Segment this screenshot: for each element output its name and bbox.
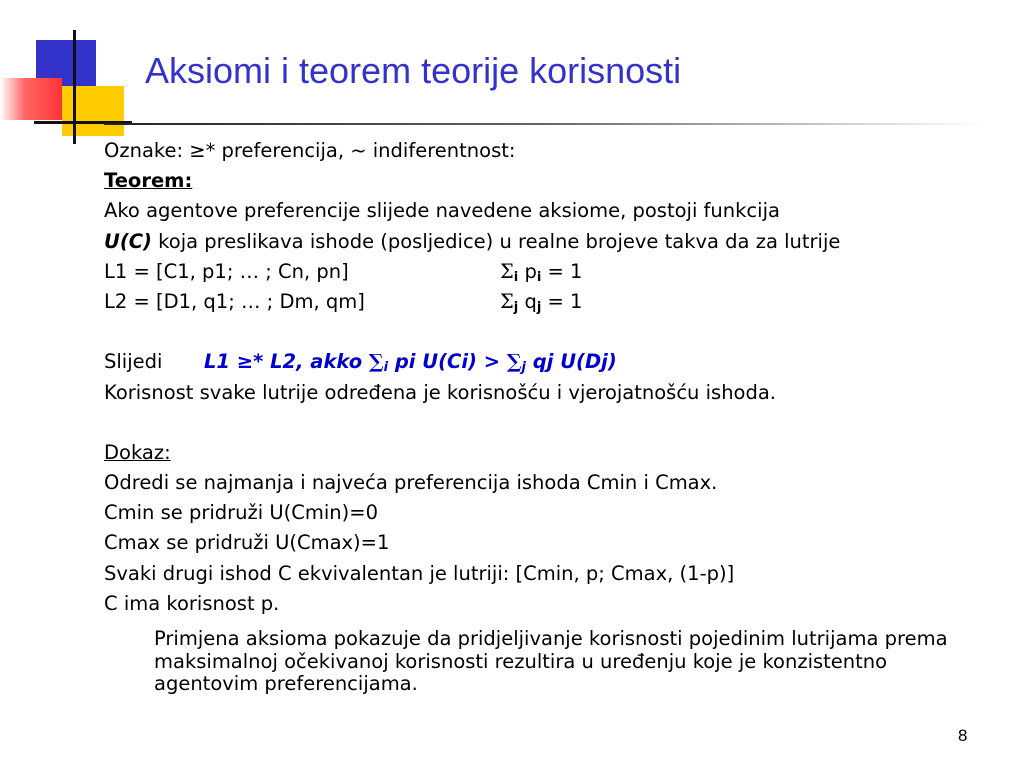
sum-index: j <box>521 360 526 376</box>
notation-line: Oznake: ≥* preferencija, ~ indiferentnost: <box>104 139 516 162</box>
consequence-label: Slijedi <box>104 350 163 374</box>
sum-equals: = 1 <box>541 289 583 313</box>
sum-term: q <box>518 289 537 313</box>
sum-term-index: i <box>536 269 542 285</box>
sum-term: p <box>518 259 537 283</box>
sigma-symbol: ∑ <box>506 350 522 374</box>
proof-label: Dokaz: <box>104 440 171 464</box>
sum-index: i <box>383 360 389 376</box>
lottery-l1 <box>104 257 984 287</box>
title-divider <box>104 123 984 125</box>
utility-function: U(C) <box>104 229 152 253</box>
lottery-l2-def: L2 = [D1, q1; … ; Dm, qm] <box>104 289 365 313</box>
theorem-line-2 <box>104 227 984 257</box>
page-number: 8 <box>958 726 968 745</box>
logo-red-square <box>0 78 62 120</box>
slide-body <box>104 136 984 619</box>
slide-title: Aksiomi i teorem teorije korisnosti <box>145 50 682 91</box>
logo-yellow-square <box>62 86 124 136</box>
sum-equals: = 1 <box>541 259 583 283</box>
logo-vertical-line <box>73 30 76 144</box>
sum-term-index: j <box>536 299 542 315</box>
proof-step: Cmax se pridruži U(Cmax)=1 <box>104 531 390 555</box>
theorem-line-1: Ako agentove preferencije slijede navedene aksiome, postoji funkcija <box>104 199 780 223</box>
rule-part-a: L1 ≥* L2, akko <box>204 350 369 374</box>
proof-step: Svaki drugi ishod C ekvivalentan je lutriji: [Cmin, p; Cmax, (1-p)] <box>104 561 735 585</box>
consequence-line <box>104 347 984 377</box>
proof-step: Odredi se najmanja i najveća preferencija ishoda Cmin i Cmax. <box>104 471 718 495</box>
spacer <box>104 317 984 347</box>
theorem-heading <box>104 166 984 196</box>
theorem-line-2-text: koja preslikava ishode (posljedice) u realne brojeve takva da za lutrije <box>151 229 841 253</box>
proof-step: Cmin se pridruži U(Cmin)=0 <box>104 501 378 525</box>
sigma-symbol: Σ <box>500 259 514 283</box>
lottery-l1-def: L1 = [C1, p1; … ; Cn, pn] <box>104 259 349 283</box>
proof-step: C ima korisnost p. <box>104 591 280 615</box>
spacer <box>104 408 984 438</box>
utility-statement: Korisnost svake lutrije određena je korisnošću i vjerojatnošću ishoda. <box>104 380 777 404</box>
rule-part-c: qj U(Dj) <box>526 350 617 374</box>
sum-index: i <box>513 269 519 285</box>
sigma-symbol: ∑ <box>368 350 384 374</box>
sum-index: j <box>513 299 519 315</box>
consequence-rule <box>204 350 617 376</box>
proof-heading <box>104 438 984 468</box>
conclusion-paragraph: Primjena aksioma pokazuje da pridjeljivanje korisnosti pojedinim lutrijama prema maksimalnoj očekivanoj korisnosti rezultira u uređenju koje je konzistentno agentovim preferencijama. <box>154 627 948 695</box>
theorem-label: Teorem: <box>104 169 193 193</box>
rule-part-b: pi U(Ci) > <box>388 350 507 374</box>
lottery-l2 <box>104 287 984 317</box>
sigma-symbol: Σ <box>500 289 514 313</box>
